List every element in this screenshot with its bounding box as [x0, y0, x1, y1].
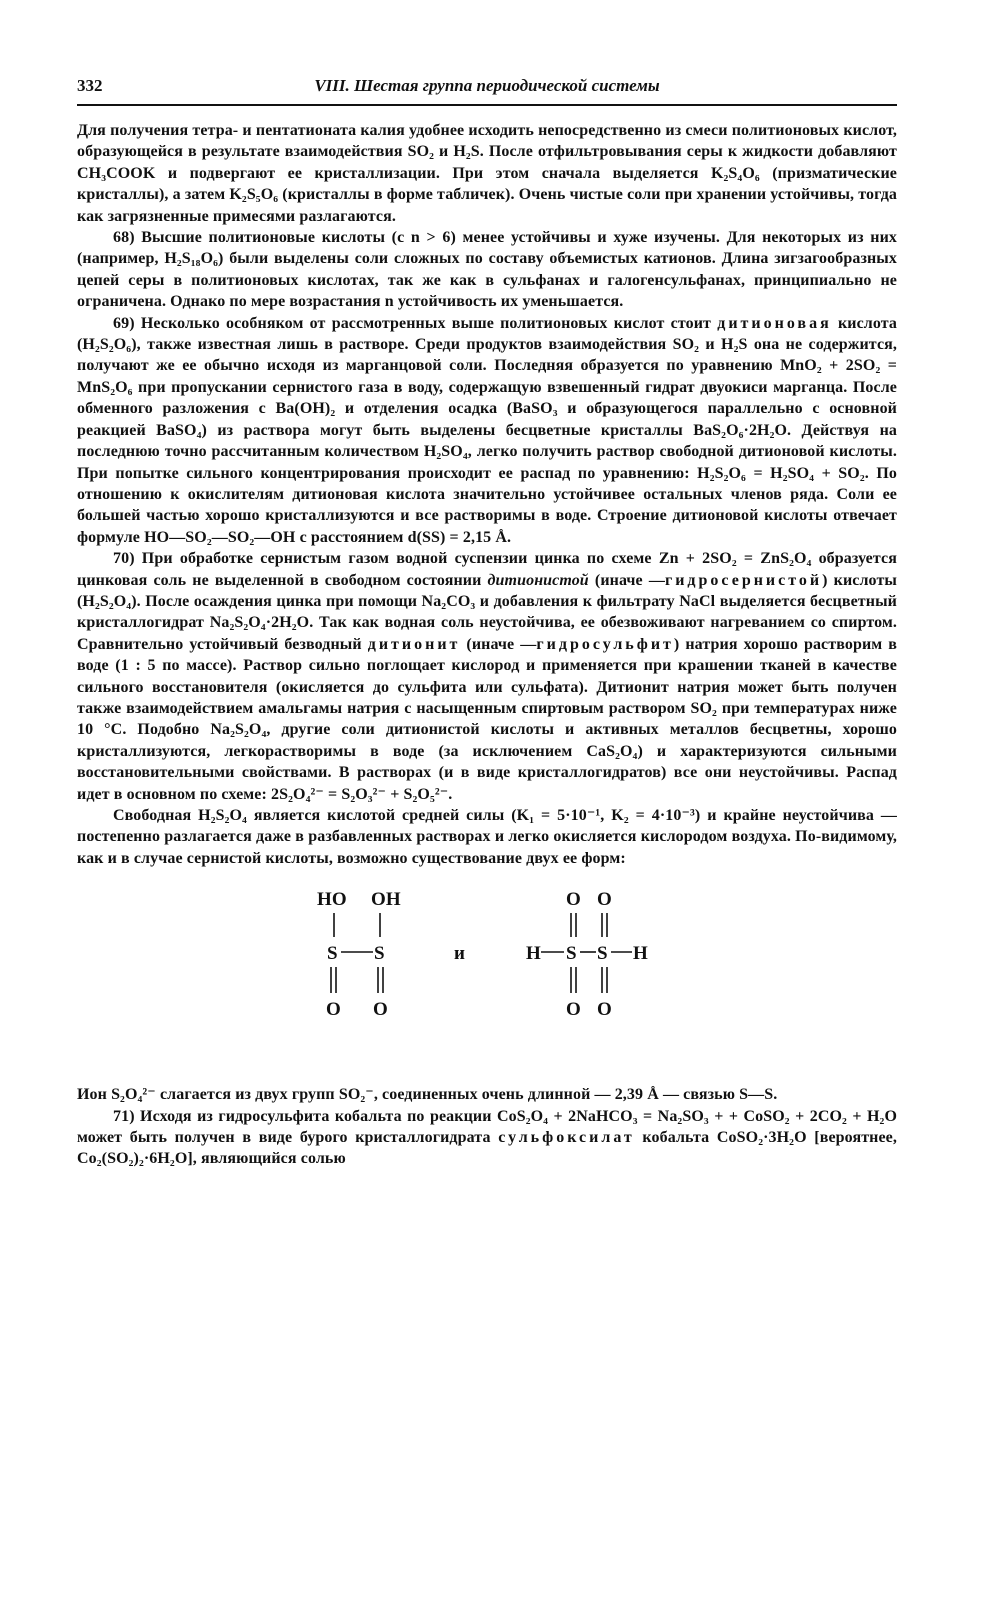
running-title: VIII. Шестая группа периодической системы	[314, 76, 660, 95]
right-o-bot2: O	[597, 999, 612, 1021]
left-ho: HO	[317, 889, 347, 911]
right-o-bot1: O	[566, 999, 581, 1021]
p70-text-a: 70) При обработке сернистым газом водной суспензии цинка по схеме Zn + 2SO₂ = ZnS₂O₄ образуется цинковая соль не выделенной в свободном состоянии	[77, 550, 897, 589]
structure-diagram	[77, 875, 897, 1080]
book-page	[77, 70, 897, 1170]
paragraph-70	[77, 548, 897, 805]
left-s2: S	[374, 943, 385, 965]
left-o1: O	[326, 999, 341, 1021]
term-dithionic: дитионовая	[717, 314, 832, 332]
paragraph-71	[77, 1106, 897, 1170]
term-hydrosulfite: гидросульфит	[536, 635, 674, 653]
right-s2: S	[597, 943, 608, 965]
p70-text-c: ) кислоты (H₂S₂O₄). После осаждения цинка при помощи Na₂CO₃ и добавления к фильтрату NaCl выделяется бесцветный кристаллогидрат Na₂S₂O₄·2H₂O. Так как водная соль неустойчива, ее обезвоживают нагреванием со спиртом. Сравнительно устойчивый безводный	[77, 571, 897, 653]
p70-text-e: ) натрия хорошо растворим в воде (1 : 5 по массе). Раствор сильно поглощает кислород и применяется при крашении тканей в качестве сильного восстановителя (окисляется до сульфита или сульфата). Дитионит натрия может быть получен также взаимодействием амальгамы натрия с насыщенным спиртовым раствором SO₂ при температурах ниже 10 °C. Подобно Na₂S₂O₄, другие соли дитионистой кислоты и активных металлов бесцветны, хорошо кристаллизуются, легкорастворимы в воде (за исключением CaS₂O₄) и характеризуются сильными восстановительными свойствами. В растворах (и в виде кристаллогидратов) все они неустойчивы. Распад идет в основном по схеме: 2S₂O₄²⁻ = S₂O₃²⁻ + S₂O₅²⁻.	[77, 635, 897, 803]
p70-text-b: (иначе —	[594, 571, 665, 589]
page-header	[77, 70, 897, 106]
left-o2: O	[373, 999, 388, 1021]
term-sulfoxylate: сульфоксилат	[498, 1129, 635, 1147]
paragraph-free-acid: Свободная H₂S₂O₄ является кислотой средней силы (K₁ = 5·10⁻¹, K₂ = 4·10⁻³) и крайне неустойчива — постепенно разлагается даже в разбавленных растворах и легко окисляется кислородом воздуха. По-видимому, как и в случае сернистой кислоты, возможно существование двух ее форм:	[77, 807, 897, 867]
term-dithionous: дитионистой	[487, 571, 589, 589]
left-oh: OH	[371, 889, 401, 911]
paragraph-ion: Ион S₂O₄²⁻ слагается из двух групп SO₂⁻, соединенных очень длинной — 2,39 Å — связью S—S.	[77, 1086, 778, 1104]
body-text	[77, 120, 897, 1170]
paragraph-intro: Для получения тетра- и пентатионата калия удобнее исходить непосредственно из смеси политионовых кислот, образующейся в результате взаимодействия SO₂ и H₂S. После отфильтровывания серы к жидкости добавляют CH₃COOK и подвергают ее кристаллизации. При этом сначала выделяется K₂S₄O₆ (призматические кристаллы), а затем K₂S₅O₆ (кристаллы в форме табличек). Очень чистые соли при хранении устойчивы, тогда как загрязненные примесями разлагаются.	[77, 122, 897, 225]
p71-text-a: 71) Исходя из гидросульфита кобальта по реакции CoS₂O₄ + 2NaHCO₃ = Na₂SO₃ + + CoSO₂ + 2CO₂ + H₂O может быть получен в виде бурого кристаллогидрата	[77, 1107, 897, 1147]
p69-text-a: 69) Несколько особняком от рассмотренных выше политионовых кислот стоит	[113, 314, 712, 332]
p71-text-b: кобальта CoSO₂·3H₂O [вероятнее, Co₂(SO₂)₂·6H₂O], являющийся солью	[77, 1129, 897, 1168]
p70-text-d: (иначе —	[466, 635, 537, 653]
paragraph-69	[77, 313, 897, 548]
p69-text-b: кислота (H₂S₂O₆), также известная лишь в растворе. Среди продуктов взаимодействия SO₂ и H₂S она не содержится, получают же ее обычно исходя из марганцовой соли. Последняя образуется по уравнению MnO₂ + 2SO₂ = MnS₂O₆ при пропускании сернистого газа в воду, содержащую взвешенный гидрат двуокиси марганца. После обменного разложения с Ba(OH)₂ и отделения осадка (BaSO₃ и образующегося параллельно с основной реакцией BaSO₄) из раствора могут быть выделены бесцветные кристаллы BaS₂O₆·2H₂O. Действуя на последнюю точно рассчитанным количеством H₂SO₄, легко получить раствор свободной дитионовой кислоты. При попытке сильного концентрирования происходит ее распад по уравнению: H₂S₂O₆ = H₂SO₄ + SO₂. По отношению к окислителям дитионовая кислота значительно устойчивее остальных членов ряда. Соли ее большей частью хорошо кристаллизуются и все растворимы в воде. Строение дитионовой кислоты отвечает формуле HO—SO₂—SO₂—OH с расстоянием d(SS) = 2,15 Å.	[77, 314, 897, 546]
term-dithionite: дитионит	[367, 635, 461, 653]
left-s1: S	[327, 943, 338, 965]
page-number: 332	[77, 76, 103, 95]
paragraph-68: 68) Высшие политионовые кислоты (с n > 6) менее устойчивы и хуже изучены. Для некоторых из них (например, H₂S₁₈O₆) были выделены соли сложных по составу объемистых катионов. Длина зигзагообразных цепей серы в политионовых кислотах, так же как в сульфанах и галогенсульфанах, принципиально не ограничена. Однако по мере возрастания n устойчивость их уменьшается.	[77, 229, 897, 311]
structural-formulas	[77, 875, 897, 1080]
connector-and: и	[454, 943, 466, 965]
right-o-top2: O	[597, 889, 612, 911]
right-h2: H	[633, 943, 648, 965]
right-h1: H	[526, 943, 541, 965]
right-s1: S	[566, 943, 577, 965]
term-hydrosulfurous: гидросернистой	[664, 571, 823, 589]
right-o-top1: O	[566, 889, 581, 911]
